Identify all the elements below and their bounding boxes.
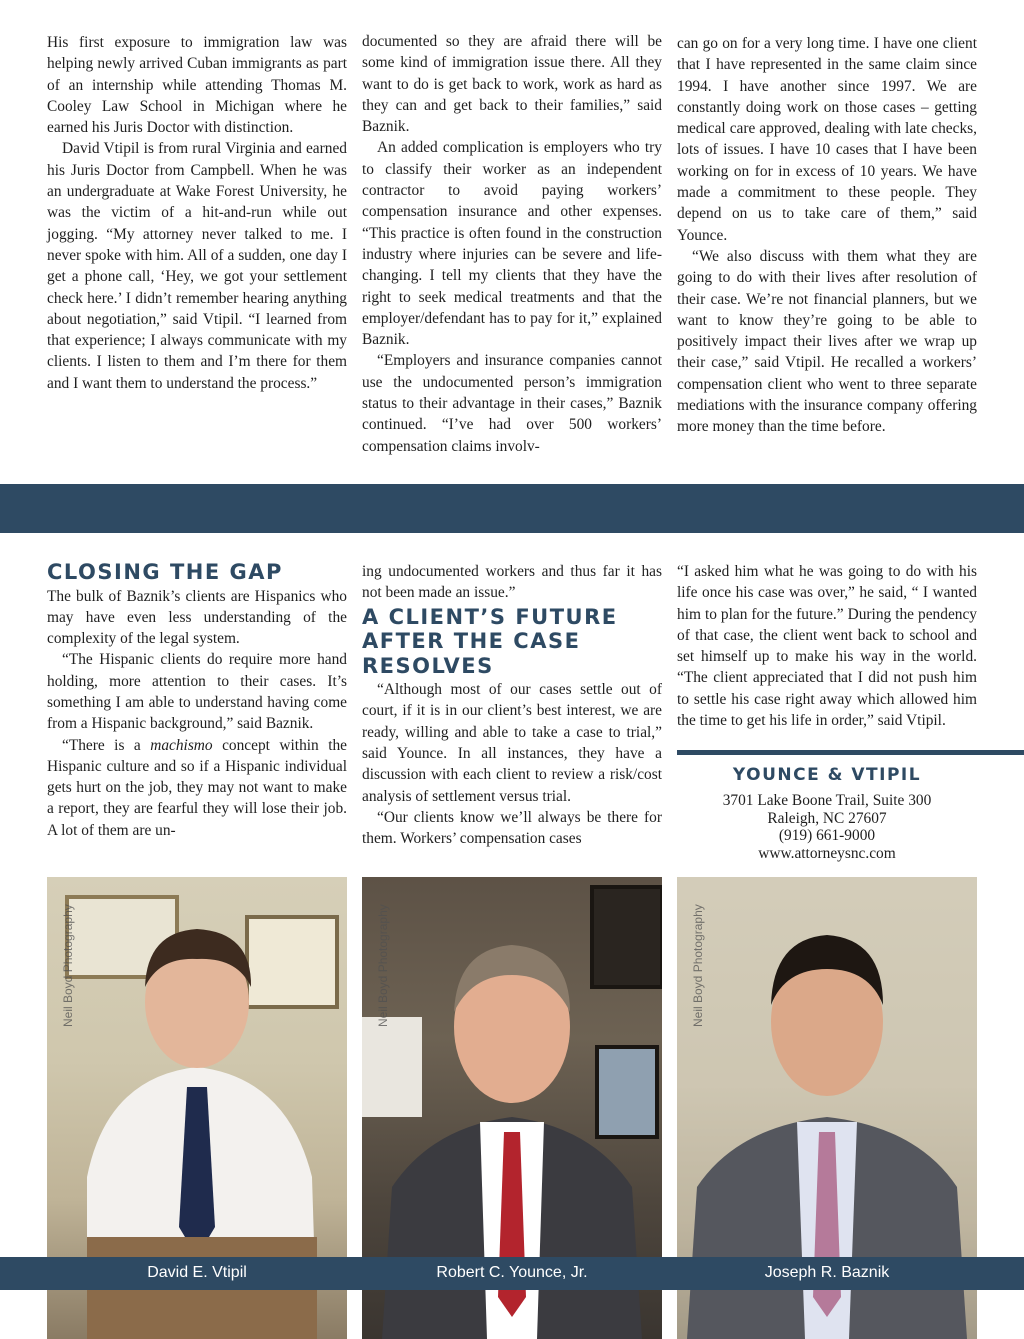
paragraph: “Employers and insurance companies cannot use the undocumented person’s immigration status to their advantage in their cases,” Baznik continued. “I’ve had over 500 workers’ compensation claims involv- [362, 352, 662, 455]
paragraph: David Vtipil is from rural Virginia and earned his Juris Doctor from Campbell. When he was an undergraduate at Wake Forest University, he was the victim of a hit-and-run while out jogging. “My attorney never talked to me. I never spoke with him. All of a sudden, one day I get a phone call, ‘Hey, we got your settlement check here.’ I didn’t remember hearing anything about negotiation,” said Vtipil. “I learned from that experience; I always communicate with my clients. I listen to them and I’m there for them and I want them to understand the process.” [47, 140, 347, 392]
firm-phone: (919) 661-9000 [778, 827, 876, 844]
paragraph: The bulk of Baznik’s clients are Hispanics who may have even less understanding of the complexity of the legal system. [47, 587, 347, 648]
text-run: concept within the Hispanic culture and so if a Hispanic individual gets hurt on the job, they may not want to make a report, they are fearful they will lose their job. A lot of them are un- [47, 736, 347, 839]
firm-address-line-1: 3701 Lake Boone Trail, Suite 300 [722, 792, 932, 809]
article-column-2 [362, 31, 662, 457]
paragraph: “Our clients know we’ll always be there for them. Workers’ compensation cases [362, 808, 662, 848]
paragraph: documented so they are afraid there will be some kind of immigration issue there. All they want to do is get back to work, work as hard as they can and get back to their families,” said Baznik. [362, 33, 662, 136]
photo-credit: Neil Boyd Photography [376, 904, 390, 1027]
paragraph: “Although most of our cases settle out of court, if it is in our client’s best interest, we are ready, willing and able to take a case to trial,” said Younce. In all instances, they have a discussion with each client to review a risk/cost analysis of settlement versus trial. [362, 681, 662, 805]
paragraph: “We also discuss with them what they are going to do with their lives after resolution of their case. We’re not financial planners, but we want to know they’re going to be able to positively impact their lives after we wrap up their case,” said Vtipil. He recalled a workers’ compensation client who went to three separate mediations with the insurance company offering more money than the time before. [677, 247, 977, 436]
accent-rule [677, 750, 1024, 755]
paragraph [47, 735, 347, 841]
article-column-6 [677, 561, 977, 731]
photo-caption: David E. Vtipil [147, 1264, 247, 1281]
paragraph: can go on for a very long time. I have one client that I have represented in the same claim since 1994. I have another since 1997. We are constantly doing work on those cases – getting medical care approved, dealing with late checks, lots of issues. I have 10 cases that I have been working on for in excess of 10 years. We have made a commitment to these people. They depend on us to take care of them,” said Younce. [677, 35, 977, 244]
paragraph: His first exposure to immigration law was helping newly arrived Cuban immigrants as part of an internship while attending Thomas M. Cooley Law School in Michigan where he earned his Juris Doctor with distinction. [47, 34, 347, 137]
emphasis-text: machismo [150, 736, 213, 754]
firm-address-line-2: Raleigh, NC 27607 [767, 809, 887, 827]
photo-credit: Neil Boyd Photography [61, 904, 75, 1027]
article-column-3 [677, 33, 977, 438]
photo-caption: Robert C. Younce, Jr. [436, 1264, 588, 1281]
article-column-1 [47, 32, 347, 394]
paragraph: “The Hispanic clients do require more hand holding, more attention to their cases. It’s something I am able to understand having come from a Hispanic background,” said Baznik. [47, 651, 347, 733]
firm-contact-block [677, 765, 977, 862]
paragraph: ing undocumented workers and thus far it has not been made an issue.” [362, 563, 662, 602]
article-column-4 [47, 560, 347, 841]
paragraph: “I asked him what he was going to do with his life once his case was over,” he said, “ I wanted him to plan for the future.” During the pendency of that case, the client went back to school and set himself up to make his way in the world. “The client appreciated that I did not push him to settle his case right away which allowed him the time to get his life in order,” said Vtipil. [677, 563, 977, 730]
photo-credit: Neil Boyd Photography [691, 904, 705, 1027]
article-column-5 [362, 561, 662, 849]
paragraph: An added complication is employers who try to classify their worker as an independent contractor to avoid paying workers’ compensation insurance and other expenses. “This practice is often found in the construction industry where injuries can be severe and life-changing. I tell my clients that they have the right to seek medical treatments and that the employer/defendant has to pay for it,” explained Baznik. [362, 139, 662, 349]
firm-name: YOUNCE & VTIPIL [732, 765, 922, 785]
section-heading: CLOSING THE GAP [47, 560, 283, 584]
section-heading: A CLIENT’S FUTURE AFTER THE CASE RESOLVES [362, 604, 618, 678]
section-divider-band [0, 484, 1024, 533]
photo-caption: Joseph R. Baznik [764, 1264, 890, 1281]
text-run: “There is a [62, 736, 151, 754]
firm-website[interactable]: www.attorneysnc.com [758, 844, 896, 862]
